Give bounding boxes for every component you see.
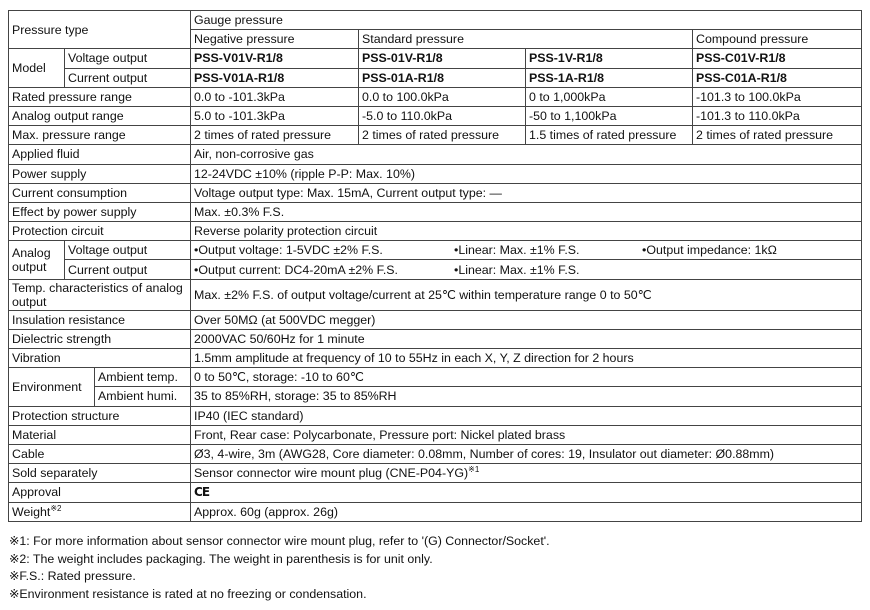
protection-circuit-value: Reverse polarity protection circuit xyxy=(191,222,862,241)
table-row xyxy=(9,68,862,87)
vibration-value: 1.5mm amplitude at frequency of 10 to 55Hz in each X, Y, Z direction for 2 hours xyxy=(191,349,862,368)
sold-separately-label: Sold separately xyxy=(9,464,191,483)
ambient-humi-label: Ambient humi. xyxy=(95,387,191,406)
table-row xyxy=(9,145,862,164)
footnote-mark: ※1 xyxy=(468,465,480,475)
footnote: ※1: For more information about sensor connector wire mount plug, refer to '(G) Connector/Socket'. xyxy=(9,534,550,548)
table-row xyxy=(9,49,862,68)
table-row xyxy=(9,241,862,260)
table-row xyxy=(9,11,862,30)
table-row xyxy=(9,368,862,387)
footnote-mark: ※2 xyxy=(50,503,62,513)
analog-current-value xyxy=(191,260,862,279)
table-row xyxy=(9,425,862,444)
power-supply-value: 12-24VDC ±10% (ripple P-P: Max. 10%) xyxy=(191,164,862,183)
analog-range-label: Analog output range xyxy=(9,106,191,125)
output-voltage-text: •Output voltage: 1-5VDC ±2% F.S. xyxy=(194,243,383,258)
model-cell: PSS-1A-R1/8 xyxy=(526,68,693,87)
insulation-label: Insulation resistance xyxy=(9,310,191,329)
table-row xyxy=(9,387,862,406)
analog-current-label: Current output xyxy=(65,260,191,279)
negative-pressure-header: Negative pressure xyxy=(191,30,359,49)
table-cell: -101.3 to 110.0kPa xyxy=(693,106,862,125)
table-row xyxy=(9,164,862,183)
cable-label: Cable xyxy=(9,444,191,463)
table-cell: -5.0 to 110.0kPa xyxy=(359,106,526,125)
output-current-text: •Output current: DC4-20mA ±2% F.S. xyxy=(194,262,398,277)
table-row xyxy=(9,444,862,463)
model-label: Model xyxy=(9,49,65,87)
table-row xyxy=(9,310,862,329)
sold-separately-text: Sensor connector wire mount plug (CNE-P04-YG) xyxy=(194,466,469,481)
table-cell: 1.5 times of rated pressure xyxy=(526,126,693,145)
table-cell: 5.0 to -101.3kPa xyxy=(191,106,359,125)
model-cell: PSS-V01V-R1/8 xyxy=(191,49,359,68)
table-row xyxy=(9,406,862,425)
table-row xyxy=(9,483,862,502)
current-consumption-value: Voltage output type: Max. 15mA, Current output type: — xyxy=(191,183,862,202)
cable-value: Ø3, 4-wire, 3m (AWG28, Core diameter: 0.08mm, Number of cores: 19, Insulator out diameter: Ø0.88mm) xyxy=(191,444,862,463)
protection-circuit-label: Protection circuit xyxy=(9,222,191,241)
vibration-label: Vibration xyxy=(9,349,191,368)
applied-fluid-label: Applied fluid xyxy=(9,145,191,164)
temp-char-label: Temp. characteristics of analog output xyxy=(9,279,191,310)
table-row xyxy=(9,349,862,368)
model-cell: PSS-01A-R1/8 xyxy=(359,68,526,87)
protection-structure-label: Protection structure xyxy=(9,406,191,425)
table-row xyxy=(9,279,862,310)
table-row xyxy=(9,502,862,521)
effect-power-label: Effect by power supply xyxy=(9,202,191,221)
model-cell: PSS-C01A-R1/8 xyxy=(693,68,862,87)
max-pressure-label: Max. pressure range xyxy=(9,126,191,145)
table-row xyxy=(9,260,862,279)
weight-label-cell xyxy=(9,502,191,521)
analog-voltage-label: Voltage output xyxy=(65,241,191,260)
linear-text: •Linear: Max. ±1% F.S. xyxy=(454,262,580,277)
table-row xyxy=(9,202,862,221)
weight-label: Weight xyxy=(12,504,51,519)
table-row xyxy=(9,464,862,483)
spec-table xyxy=(8,10,862,522)
table-cell: 0 to 1,000kPa xyxy=(526,87,693,106)
model-cell: PSS-1V-R1/8 xyxy=(526,49,693,68)
approval-value xyxy=(191,483,862,502)
temp-char-value: Max. ±2% F.S. of output voltage/current at 25℃ within temperature range 0 to 50℃ xyxy=(191,279,862,310)
table-cell: 2 times of rated pressure xyxy=(359,126,526,145)
table-row xyxy=(9,329,862,348)
pressure-type-label: Pressure type xyxy=(9,11,191,49)
footnote: ※F.S.: Rated pressure. xyxy=(9,569,136,584)
model-voltage-label: Voltage output xyxy=(65,49,191,68)
model-cell: PSS-C01V-R1/8 xyxy=(693,49,862,68)
standard-pressure-header: Standard pressure xyxy=(359,30,693,49)
material-value: Front, Rear case: Polycarbonate, Pressure port: Nickel plated brass xyxy=(191,425,862,444)
ce-mark-icon: CE xyxy=(194,485,210,500)
environment-label: Environment xyxy=(9,368,95,406)
power-supply-label: Power supply xyxy=(9,164,191,183)
effect-power-value: Max. ±0.3% F.S. xyxy=(191,202,862,221)
table-row xyxy=(9,222,862,241)
material-label: Material xyxy=(9,425,191,444)
analog-output-label: Analog output xyxy=(9,241,65,279)
gauge-pressure-header: Gauge pressure xyxy=(191,11,862,30)
dielectric-label: Dielectric strength xyxy=(9,329,191,348)
insulation-value: Over 50MΩ (at 500VDC megger) xyxy=(191,310,862,329)
analog-voltage-value xyxy=(191,241,862,260)
table-row xyxy=(9,126,862,145)
rated-range-label: Rated pressure range xyxy=(9,87,191,106)
model-cell: PSS-01V-R1/8 xyxy=(359,49,526,68)
table-cell: 0.0 to -101.3kPa xyxy=(191,87,359,106)
ambient-temp-value: 0 to 50℃, storage: -10 to 60℃ xyxy=(191,368,862,387)
current-consumption-label: Current consumption xyxy=(9,183,191,202)
table-cell: 0.0 to 100.0kPa xyxy=(359,87,526,106)
approval-label: Approval xyxy=(9,483,191,502)
table-cell: 2 times of rated pressure xyxy=(693,126,862,145)
table-row xyxy=(9,183,862,202)
table-row xyxy=(9,106,862,125)
table-cell: -50 to 1,100kPa xyxy=(526,106,693,125)
model-current-label: Current output xyxy=(65,68,191,87)
ambient-temp-label: Ambient temp. xyxy=(95,368,191,387)
footnotes xyxy=(9,533,550,603)
sold-separately-value xyxy=(191,464,862,483)
protection-structure-value: IP40 (IEC standard) xyxy=(191,406,862,425)
model-cell: PSS-V01A-R1/8 xyxy=(191,68,359,87)
ambient-humi-value: 35 to 85%RH, storage: 35 to 85%RH xyxy=(191,387,862,406)
compound-pressure-header: Compound pressure xyxy=(693,30,862,49)
linear-text: •Linear: Max. ±1% F.S. xyxy=(454,243,580,258)
footnote: ※Environment resistance is rated at no freezing or condensation. xyxy=(9,586,367,601)
applied-fluid-value: Air, non-corrosive gas xyxy=(191,145,862,164)
weight-value: Approx. 60g (approx. 26g) xyxy=(191,502,862,521)
dielectric-value: 2000VAC 50/60Hz for 1 minute xyxy=(191,329,862,348)
footnote: ※2: The weight includes packaging. The weight in parenthesis is for unit only. xyxy=(9,551,433,566)
table-cell: 2 times of rated pressure xyxy=(191,126,359,145)
table-cell: -101.3 to 100.0kPa xyxy=(693,87,862,106)
table-row xyxy=(9,87,862,106)
output-impedance-text: •Output impedance: 1kΩ xyxy=(642,243,777,258)
